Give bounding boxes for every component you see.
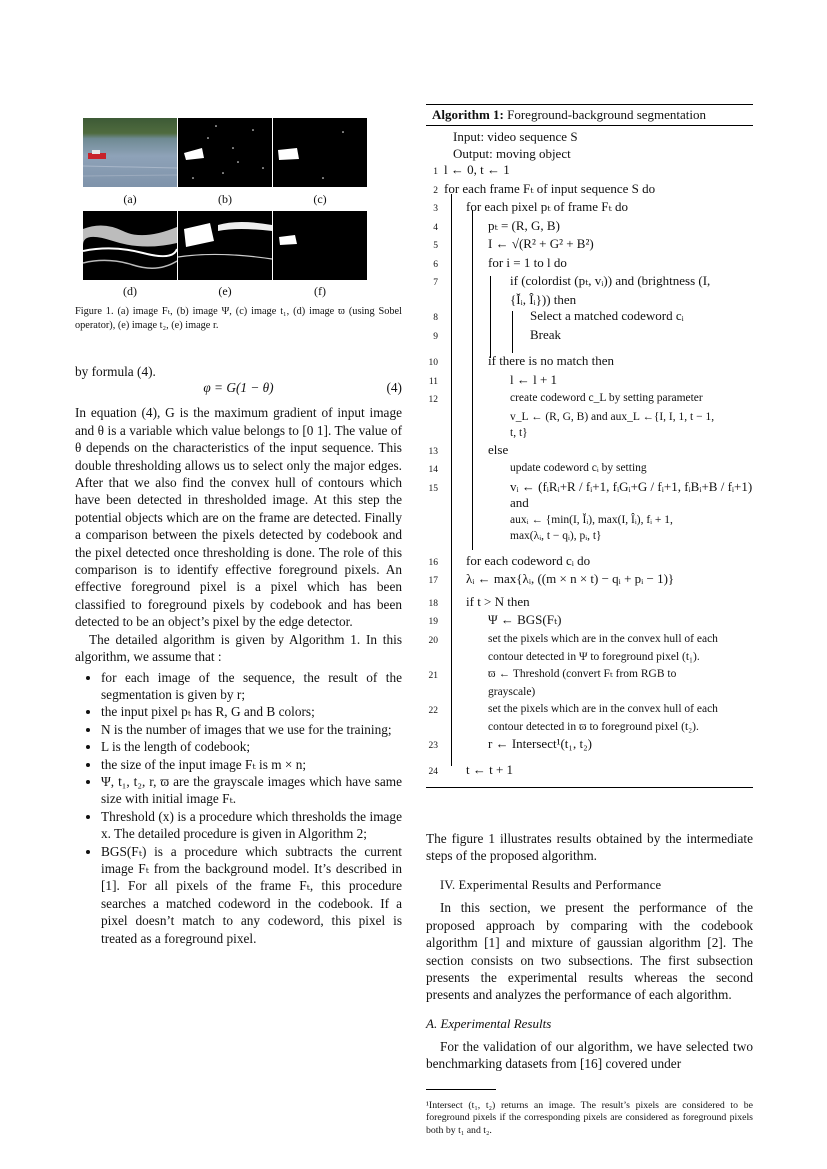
algorithm-line <box>426 327 753 346</box>
figure-label-c: (c) <box>313 192 327 206</box>
line-text: Select a matched codeword cᵢ <box>530 308 684 323</box>
line-text: Break <box>530 326 562 342</box>
line-text: t ← t + 1 <box>466 762 514 777</box>
algorithm-line <box>426 390 753 409</box>
paragraph-2: The detailed algorithm is given by Algorithm 1. In this algorithm, we assume that : <box>75 631 402 665</box>
algorithm-line <box>426 571 753 590</box>
algorithm-body <box>426 126 753 787</box>
algorithm-line <box>426 372 753 391</box>
line-text: auxᵢ ← {min(I, Ĭᵢ), max(I, Îᵢ), fᵢ + 1, <box>510 513 673 526</box>
list-item: • the input pixel pₜ has R, G and B colors; <box>101 703 402 720</box>
algorithm-line <box>426 292 753 309</box>
line-text: for each pixel pₜ of frame Fₜ do <box>466 199 628 214</box>
line-number <box>426 649 438 666</box>
algorithm-line <box>426 594 753 613</box>
line-number: 11 <box>428 376 438 387</box>
line-number: 20 <box>428 635 438 646</box>
algorithm-line <box>426 631 753 650</box>
line-number: 24 <box>428 767 438 777</box>
line-text: I ← √(R² + G² + B²) <box>488 236 594 251</box>
list-item: • the size of the input image Fₜ is m × n; <box>101 756 402 773</box>
line-text: for each codeword cᵢ do <box>466 552 591 568</box>
line-text: max(λᵢ, t − qᵢ), pᵢ, t} <box>510 530 602 542</box>
algorithm-title-text: Foreground-background segmentation <box>503 107 707 122</box>
line-number: 13 <box>428 446 438 457</box>
algorithm-line <box>426 649 753 666</box>
line-text: l ← 0, t ← 1 <box>444 162 510 177</box>
line-number: 14 <box>428 465 438 475</box>
line-number: 10 <box>428 358 438 368</box>
line-number: 2 <box>433 185 438 196</box>
line-text: t, t} <box>510 427 528 439</box>
list-item: • for each image of the sequence, the result of the segmentation is given by r; <box>101 669 402 704</box>
line-text: contour detected in Ψ to foreground pixel (t₁). <box>488 651 700 663</box>
paragraph-figure-ref: The figure 1 illustrates results obtained by the intermediate steps of the proposed algorithm. <box>426 830 753 863</box>
algorithm-line <box>426 684 753 701</box>
line-text: Output: moving object <box>453 145 571 161</box>
line-number <box>426 409 438 426</box>
equation-number: (4) <box>386 380 402 396</box>
footnote: ¹Intersect (t₁, t₂) returns an image. The result’s pixels are considered to be foreground pixels if the corresponding pixels are considered as foreground pixels both by t₁ and t₂. <box>426 1099 753 1136</box>
figure-image-c <box>273 118 367 187</box>
paragraph-section-intro: In this section, we present the performance of the proposed approach by comparing with the codebook algorithm [1] and mixture of gaussian algorithm [2]. The section consists on two subsections. The first subsection presents the experimental results whereas the second presents and analyzes the performance of each algorithm. <box>426 900 753 1003</box>
line-text: update codeword cᵢ by setting <box>510 462 647 474</box>
right-column <box>426 104 753 1137</box>
figure-image-a <box>83 118 177 187</box>
line-number: 21 <box>428 670 438 681</box>
figure-label-a: (a) <box>123 192 137 206</box>
line-number <box>426 292 438 309</box>
line-text: ϖ ← Threshold (convert Fₜ from RGB to <box>488 667 677 680</box>
line-number: 7 <box>433 278 438 288</box>
line-number: 23 <box>428 740 438 751</box>
line-number: 1 <box>433 167 438 177</box>
figure-label-e: (e) <box>218 284 232 298</box>
line-number: 3 <box>433 204 438 214</box>
line-number <box>426 528 438 545</box>
algorithm-line <box>426 442 753 461</box>
algorithm-1 <box>426 104 753 788</box>
line-text: set the pixels which are in the convex hull of each <box>488 632 718 645</box>
algorithm-line <box>426 146 753 163</box>
figure-image-f <box>273 211 367 280</box>
intro-line: by formula (4). <box>75 364 156 379</box>
line-number: 6 <box>433 259 438 270</box>
algorithm-line <box>426 612 753 631</box>
algorithm-line <box>426 425 753 442</box>
paragraph-1: In equation (4), G is the maximum gradient of input image and θ is a variable which value belongs to [0 1]. The value of θ depends on the characteristics of the input sequence. This double thresholding allows us to select only the major edges. After that we also find the convex hull of contours which have been detected in thresholded image. At this step the potential objects which are on the frame are detected. Finally a comparison between the pixels detected by codebook and the pixel detected once thresholding is done. The role of this comparison is to identify effective foreground pixels. An effective foreground pixel is a pixel which has been classified to foreground pixels by codebook and has been detected to be an object’s pixel by the edge detector. <box>75 405 402 630</box>
figure-image-e <box>178 211 272 280</box>
figure-image-d <box>83 211 177 280</box>
algorithm-line <box>426 553 753 572</box>
algorithm-line <box>426 528 753 545</box>
list-item: • BGS(Fₜ) is a procedure which subtracts the current image Fₜ from the background model. It’s described in [1]. For all pixels of the frame Fₜ, this procedure searches a matched codeword in the codebook. If a pixel doesn’t match to any codeword, this pixel is treated as a foreground pixel. <box>101 843 402 947</box>
line-text: Ψ ← BGS(Fₜ) <box>488 612 562 627</box>
line-number: 22 <box>428 705 438 716</box>
algorithm-line <box>426 181 753 200</box>
algorithm-line <box>426 460 753 479</box>
line-text: for each frame Fₜ of input sequence S do <box>444 180 656 196</box>
section-heading: IV. Experimental Results and Performance <box>440 878 662 893</box>
line-text: else <box>488 441 509 457</box>
algorithm-title-label: Algorithm 1: <box>432 107 504 122</box>
line-number: 8 <box>433 313 438 323</box>
line-text: pₜ = (R, G, B) <box>488 217 560 233</box>
line-text: contour detected in ϖ to foreground pixel (t₂). <box>488 721 699 733</box>
line-number: 4 <box>433 222 438 233</box>
algorithm-line <box>426 762 753 781</box>
line-number <box>426 684 438 701</box>
line-text: if t > N then <box>466 593 530 609</box>
paragraph-validation: For the validation of our algorithm, we have selected two benchmarking datasets from [16] covered under <box>426 1038 753 1072</box>
list-item: • L is the length of codebook; <box>101 738 402 755</box>
subsection-heading: A. Experimental Results <box>426 1015 552 1031</box>
left-column <box>75 115 402 947</box>
line-text: λᵢ ← max{λᵢ, ((m × n × t) − qᵢ + pᵢ − 1)} <box>466 571 675 586</box>
algorithm-line <box>426 236 753 255</box>
algorithm-line <box>426 666 753 685</box>
algorithm-line <box>426 129 753 146</box>
list-item: • Threshold (x) is a procedure which thresholds the image x. The detailed procedure is given in Algorithm 2; <box>101 808 402 843</box>
figure-label-f: (f) <box>314 284 326 298</box>
algorithm-line <box>426 409 753 426</box>
line-text: v_L ← (R, G, B) and aux_L ←{I, I, 1, t − 1, <box>510 410 715 423</box>
equation-4 <box>75 380 402 400</box>
list-item: • Ψ, t₁, t₂, r, ϖ are the grayscale images which have same size with initial image Fₜ. <box>101 773 402 808</box>
figure-image-b <box>178 118 272 187</box>
figure-1 <box>75 115 402 297</box>
figure-label-d: (d) <box>123 284 137 298</box>
line-text: if there is no match then <box>488 353 614 368</box>
algorithm-line <box>426 719 753 736</box>
algorithm-line <box>426 162 753 181</box>
line-number <box>426 425 438 442</box>
algorithm-line <box>426 701 753 720</box>
line-number: 19 <box>428 617 438 627</box>
line-text: for i = 1 to l do <box>488 254 567 270</box>
line-number <box>426 129 438 146</box>
algorithm-line <box>426 199 753 218</box>
footnote-rule <box>426 1089 496 1090</box>
figure-label-b: (b) <box>218 192 232 206</box>
line-number: 16 <box>428 557 438 568</box>
line-text: r ← Intersect¹(t₁, t₂) <box>488 735 592 751</box>
line-number: 5 <box>433 241 438 251</box>
equation-body: φ = G(1 − θ) <box>203 380 274 396</box>
line-text: Input: video sequence S <box>453 129 578 144</box>
line-text: create codeword c_L by setting parameter <box>510 392 703 404</box>
line-text: l ← l + 1 <box>510 371 558 387</box>
line-text: vᵢ ← (fᵢRᵢ+R / fᵢ+1, fᵢGᵢ+G / fᵢ+1, fᵢBᵢ+B / fᵢ+1) and <box>510 478 753 510</box>
line-text: grayscale) <box>488 686 536 698</box>
line-text: set the pixels which are in the convex hull of each <box>488 702 718 715</box>
algorithm-line <box>426 512 753 529</box>
line-number: 15 <box>428 483 438 494</box>
figure-caption: Figure 1. (a) image Fₜ, (b) image Ψ, (c) image t₁, (d) image ϖ (using Sobel operator), (e) image t₂, (e) image r. <box>75 306 402 331</box>
line-number <box>426 146 438 163</box>
algorithm-line <box>426 736 753 755</box>
line-number <box>426 512 438 529</box>
line-number: 9 <box>433 331 438 342</box>
algorithm-title <box>426 105 753 126</box>
line-number <box>426 719 438 736</box>
line-text: if (colordist (pₜ, vᵢ)) and (brightness (I, <box>510 273 711 288</box>
line-number: 17 <box>428 576 438 586</box>
list-item: • N is the number of images that we use for the training; <box>101 721 402 738</box>
algorithm-line <box>426 479 753 512</box>
line-text: {Ĭᵢ, Îᵢ})) then <box>510 291 577 307</box>
algorithm-line <box>426 273 753 292</box>
algorithm-line <box>426 255 753 274</box>
algorithm-line <box>426 308 753 327</box>
algorithm-line <box>426 353 753 372</box>
line-number: 18 <box>428 598 438 609</box>
assumption-list <box>75 669 402 948</box>
algorithm-line <box>426 218 753 237</box>
line-number: 12 <box>428 395 438 405</box>
